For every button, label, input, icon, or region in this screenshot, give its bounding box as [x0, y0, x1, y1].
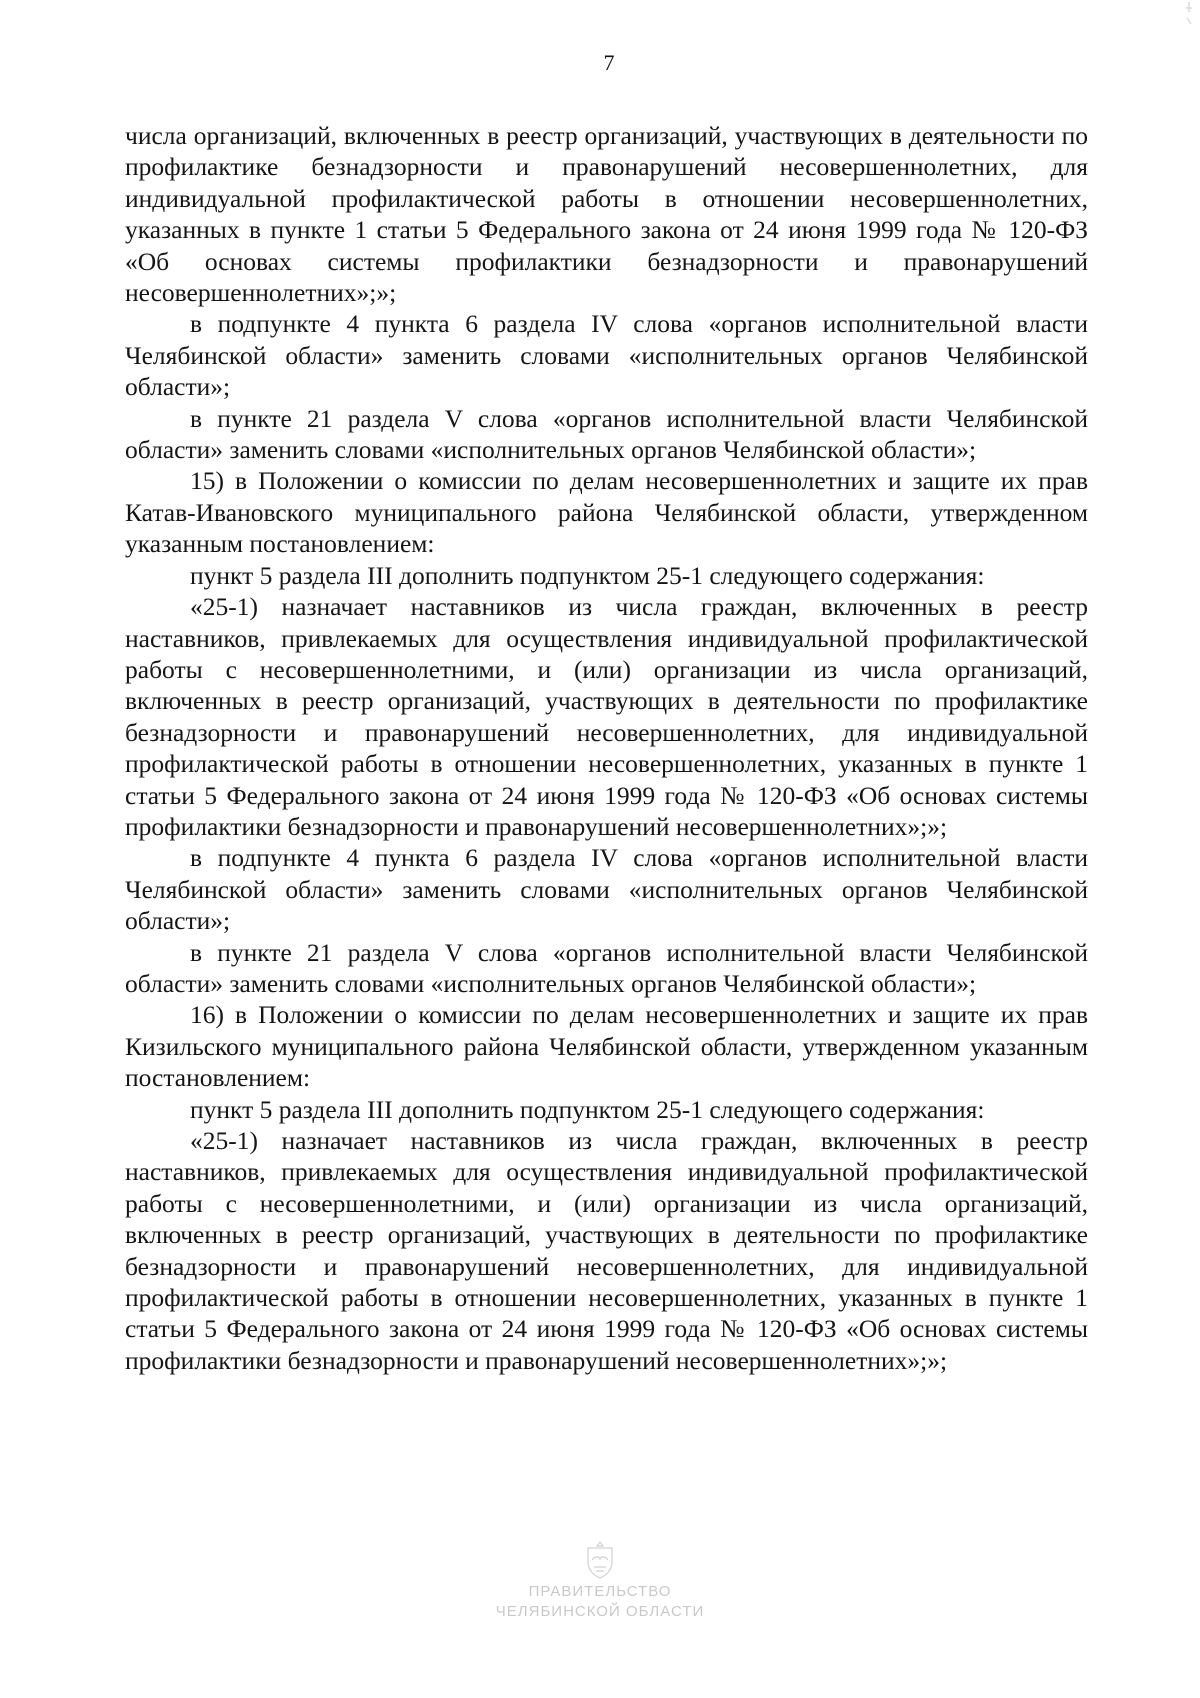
government-watermark — [0, 1540, 1200, 1622]
paragraph: числа организаций, включенных в реестр организаций, участвующих в деятельности по профилактике безнадзорности и правонарушений несовершеннолетних, для индивидуальной профилактической работы в отношении несовершеннолетних, указанных в пункте 1 статьи 5 Федерального закона от 24 июня 1999 года № 120-ФЗ «Об основах системы профилактики безнадзорности и правонарушений несовершеннолетних»;»; — [125, 121, 1088, 308]
paragraph: в пункте 21 раздела V слова «органов исполнительной власти Челябинской области» заменить словами «исполнительных органов Челябинской области»; — [125, 937, 1088, 998]
paragraph: 15) в Положении о комиссии по делам несовершеннолетних и защите их прав Катав-Ивановского муниципального района Челябинской области, утвержденном указанным постановлением: — [125, 466, 1088, 559]
paragraph: «25-1) назначает наставников из числа граждан, включенных в реестр наставников, привлекаемых для осуществления индивидуальной профилактической работы с несовершеннолетними, и (или) организации из числа организаций, включенных в реестр организаций, участвующих в деятельности по профилактике безнадзорности и правонарушений несовершеннолетних, для индивидуальной профилактической работы в отношении несовершеннолетних, указанных в пункте 1 статьи 5 Федерального закона от 24 июня 1999 года № 120-ФЗ «Об основах системы профилактики безнадзорности и правонарушений несовершеннолетних»;»; — [125, 1126, 1088, 1375]
watermark-line-1: ПРАВИТЕЛЬСТВО — [528, 1583, 672, 1600]
scan-edge-mark-icon — [1182, 0, 1196, 30]
paragraph: в подпункте 4 пункта 6 раздела IV слова «органов исполнительной власти Челябинской области» заменить словами «исполнительных органов Челябинской области»; — [125, 843, 1088, 936]
paragraph: пункт 5 раздела III дополнить подпунктом 25-1 следующего содержания: — [190, 1094, 985, 1124]
coat-of-arms-icon — [583, 1540, 617, 1580]
paragraph: в подпункте 4 пункта 6 раздела IV слова «органов исполнительной власти Челябинской области» заменить словами «исполнительных органов Челябинской области»; — [125, 309, 1088, 402]
paragraph: «25-1) назначает наставников из числа граждан, включенных в реестр наставников, привлекаемых для осуществления индивидуальной профилактической работы с несовершеннолетними, и (или) организации из числа организаций, включенных в реестр организаций, участвующих в деятельности по профилактике безнадзорности и правонарушений несовершеннолетних, для индивидуальной профилактической работы в отношении несовершеннолетних, указанных в пункте 1 статьи 5 Федерального закона от 24 июня 1999 года № 120-ФЗ «Об основах системы профилактики безнадзорности и правонарушений несовершеннолетних»;»; — [125, 592, 1088, 841]
page-number: 7 — [603, 50, 615, 75]
paragraph: 16) в Положении о комиссии по делам несовершеннолетних и защите их прав Кизильского муниципального района Челябинской области, утвержденном указанным постановлением: — [125, 1000, 1088, 1093]
paragraph: пункт 5 раздела III дополнить подпунктом 25-1 следующего содержания: — [190, 560, 985, 590]
watermark-line-2: ЧЕЛЯБИНСКОЙ ОБЛАСТИ — [495, 1603, 705, 1620]
document-body — [125, 120, 1088, 1376]
paragraph: в пункте 21 раздела V слова «органов исполнительной власти Челябинской области» заменить словами «исполнительных органов Челябинской области»; — [125, 403, 1088, 465]
